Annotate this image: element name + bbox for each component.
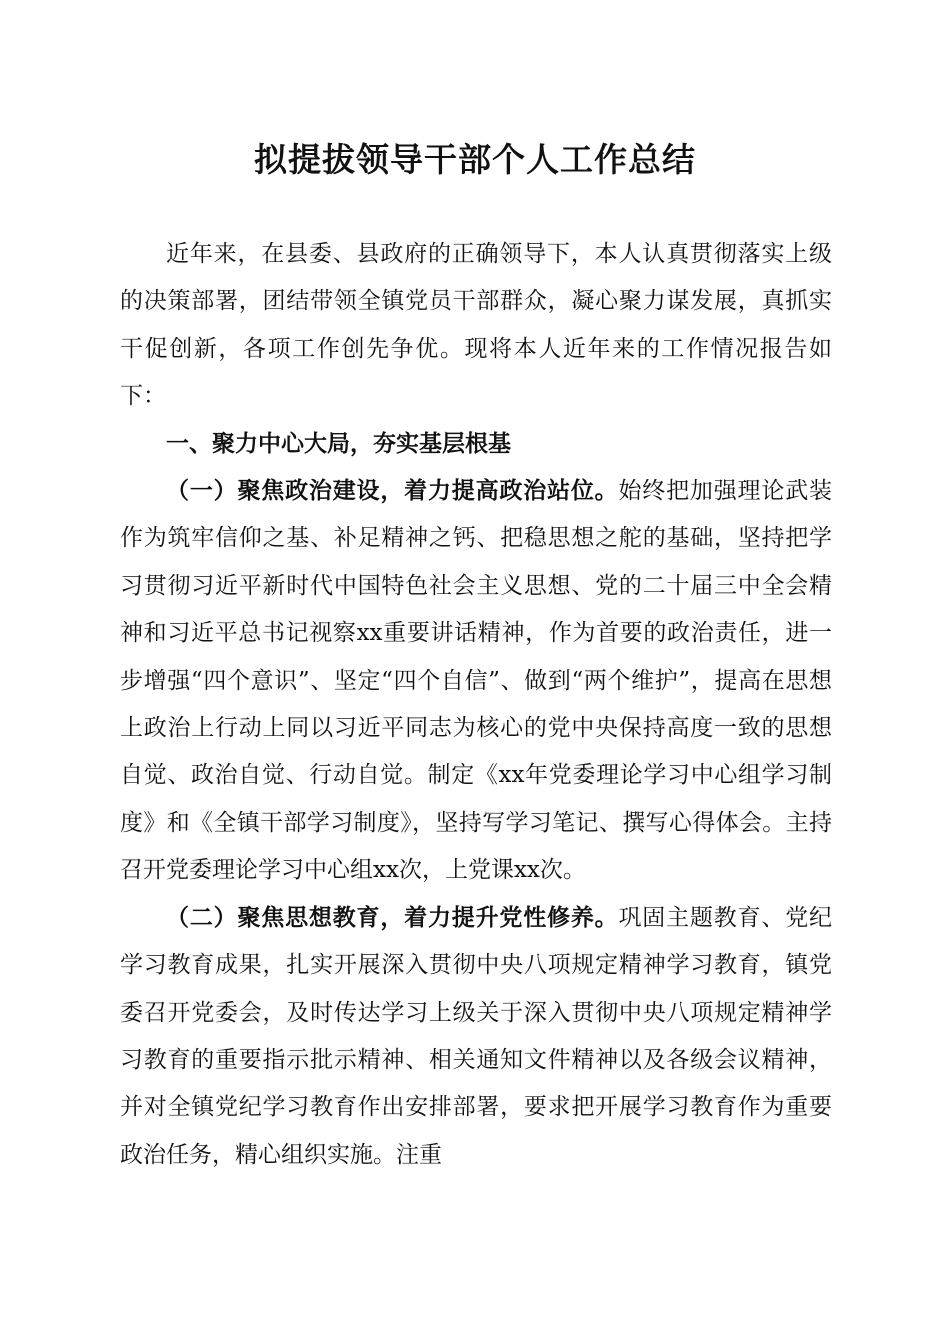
subsection-2-paragraph: [120, 895, 832, 1179]
subsection-1-lead: （一）聚焦政治建设，着力提高政治站位。: [166, 478, 619, 505]
subsection-2-body: 巩固主题教育、党纪学习教育成果，扎实开展深入贯彻中央八项规定精神学习教育，镇党委召开党委会，及时传达学习上级关于深入贯彻中央八项规定精神学习教育的重要指示批示精神、相关通知文件精神以及各级会议精神，并对全镇党纪学习教育作出安排部署，要求把开展学习教育作为重要政治任务，精心组织实施。注重: [120, 904, 833, 1168]
document-title: 拟提拔领导干部个人工作总结: [254, 140, 696, 179]
subsection-2-lead: （二）聚焦思想教育，着力提升党性修养。: [166, 904, 619, 931]
intro-paragraph: 近年来，在县委、县政府的正确领导下，本人认真贯彻落实上级的决策部署，团结带领全镇党员干部群众，凝心聚力谋发展，真抓实干促创新，各项工作创先争优。现将本人近年来的工作情况报告如下：: [120, 241, 832, 410]
subsection-1-body: 始终把加强理论武装作为筑牢信仰之基、补足精神之钙、把稳思想之舵的基础，坚持把学习贯彻习近平新时代中国特色社会主义思想、党的二十届三中全会精神和习近平总书记视察xx重要讲话精神，作为首要的政治责任，进一步增强“四个意识”、坚定“四个自信”、做到“两个维护”，提高在思想上政治上行动上同以习近平同志为核心的党中央保持高度一致的思想自觉、政治自觉、行动自觉。制定《xx年党委理论学习中心组学习制度》和《全镇干部学习制度》，坚持写学习笔记、撰写心得体会。主持召开党委理论学习中心组xx次，上党课xx次。: [120, 478, 833, 884]
section-heading-1: 一、聚力中心大局，夯实基层根基: [166, 430, 511, 457]
subsection-1-paragraph: [120, 468, 832, 895]
document-body: [120, 231, 832, 1179]
